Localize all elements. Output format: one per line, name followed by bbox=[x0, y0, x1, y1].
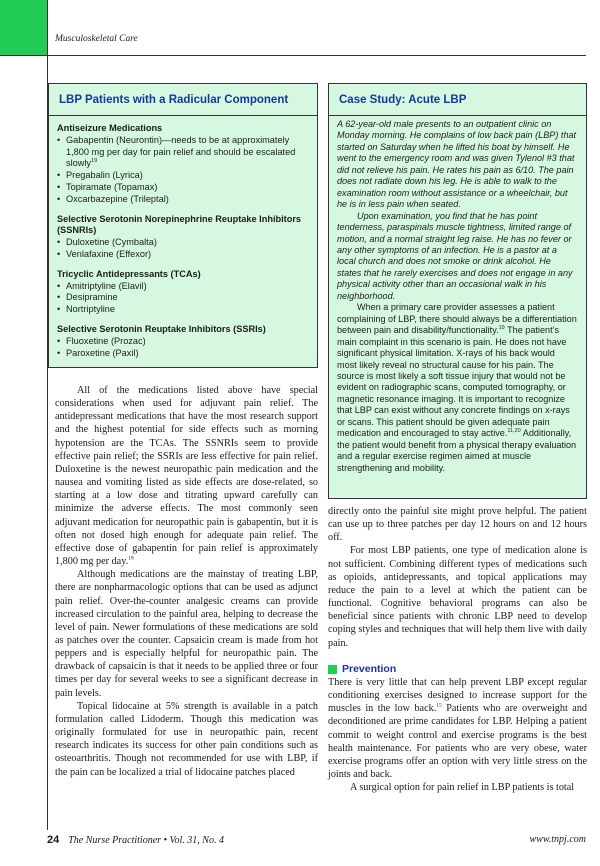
drug-item: • Nortriptyline bbox=[57, 304, 308, 316]
body-paragraph: Although medications are the mainstay of treating LBP, there are nonpharmacologic options that can be used as adjunct pain relief. Over-the-counter analgesic creams can provide increased circulation to the painful area, helping to decrease the level of pain. Newer formulations of these medications are sold as patches over the counter. Capsaicin cream is made from hot peppers and is especially helpful for neuropathic pain. The drawback of capsaicin is that it needs to be applied three or four times per day for several weeks to see a significant decrease in pain levels. bbox=[55, 569, 318, 699]
case-discussion bbox=[337, 302, 577, 474]
drug-group-title: Antiseizure Medications bbox=[57, 123, 163, 133]
drug-item: • Topiramate (Topamax) bbox=[57, 182, 308, 194]
drug-group bbox=[57, 269, 308, 316]
body-text: All of the medications listed above have special considerations when used for adjuvant pain relief. The antidepressant medications that have the most research support and the highest potential for side effects such as morning hypotension are the TCAs. The SSNRIs seem to provide effective pain relief; the SSRIs are less effective for pain relief. Duloxetine is the newest neuropathic pain medication and the nausea and vomiting listed as side effects are dose-related, so starting at a low dose and titrating upward carefully can minimize the adverse effects. The most commonly seen adjuvant medication for neuropathic pain is gabapentin, but it is often not dosed high enough for adequate pain relief. The effective dose of gabapentin for pain relief is approximately 1,800 mg per day. bbox=[55, 385, 318, 568]
heading-square-icon bbox=[328, 665, 337, 674]
reference-number: 18 bbox=[128, 555, 134, 562]
drug-group bbox=[57, 214, 308, 261]
drug-item: • Pregabalin (Lyrica) bbox=[57, 170, 308, 182]
reference-number: 15 bbox=[436, 702, 442, 709]
prevention-heading bbox=[328, 663, 587, 676]
drug-group bbox=[57, 324, 308, 359]
case-text: Additionally, the patient would benefit from a physical therapy evaluation and a regular exercise regimen aimed at muscle strengthening and mobility. bbox=[337, 428, 577, 473]
drug-item: • Oxcarbazepine (Trileptal) bbox=[57, 194, 308, 206]
body-paragraph: directly onto the painful site might prove helpful. The patient can use up to three patches per day 12 hours on and 12 hours off. bbox=[328, 506, 587, 544]
body-column-right bbox=[328, 505, 587, 794]
radicular-box-body bbox=[49, 116, 317, 359]
drug-group bbox=[57, 123, 308, 206]
radicular-box-title: LBP Patients with a Radicular Component bbox=[49, 84, 317, 116]
website-link[interactable]: www.tnpj.com bbox=[529, 834, 586, 845]
body-text: There is very little that can help prevent LBP except regular conditioning exercises designed to increase support for the muscles in the low back. bbox=[328, 676, 587, 715]
case-paragraph: A 62-year-old male presents to an outpatient clinic on Monday morning. He complains of low back pain (LBP) that started on Saturday when he lifted his boat by himself. He went to the emergency room and was given Tylenol #3 that did not relieve his pain. He rates his pain as 6/10. The pain does not radiate down his leg. He is able to walk to the examination room without assistance or a wheelchair, but he is in less pain when seated. bbox=[337, 119, 577, 210]
reference-number: 19 bbox=[498, 325, 505, 332]
case-paragraph: Upon examination, you find that he has point tenderness, paraspinals muscle tightness, limited range of motion, and a normal straight leg raise. He has no fever or any other symptoms of an infection. He is a pastor at a local church and does not smoke or drink alcohol. He states that he rarely exercises and does not engage in any physical activity other than an occasional walk in his neighborhood. bbox=[337, 210, 573, 301]
drug-item: • Fluoxetine (Prozac) bbox=[57, 336, 308, 348]
body-paragraph: Topical lidocaine at 5% strength is available in a patch formulation called Lidoderm. Though this medication was originally formulated for use in neuropathic pain, recent research indicates its success for other pain conditions such as osteoarthritis. Though not recommended for use with LBP, if the pain can be localized a trial of lidocaine patches placed bbox=[55, 700, 318, 778]
prevention-heading-text: Prevention bbox=[342, 662, 397, 675]
drug-item: • Amitriptyline (Elavil) bbox=[57, 281, 308, 293]
reference-number: 11,20 bbox=[507, 428, 521, 435]
reference-number: 19 bbox=[91, 158, 98, 165]
section-title: Musculoskeletal Care bbox=[55, 34, 138, 44]
case-study-body bbox=[329, 116, 586, 474]
drug-item: • Venlafaxine (Effexor) bbox=[57, 249, 308, 261]
body-paragraph: For most LBP patients, one type of medication alone is not sufficient. Combining different types of medications such as opioids, antidepressants, and topical applications may reduce the pain to a level at which the patient can be functional. Cognitive behavioral programs can also be beneficial since patients with chronic LBP need to develop coping styles and techniques that will help them live with daily pain. bbox=[328, 545, 587, 649]
drug-item: • Desipramine bbox=[57, 292, 308, 304]
header-rule bbox=[0, 55, 586, 56]
page-number: 24 bbox=[47, 834, 60, 846]
body-column-left bbox=[55, 384, 318, 779]
drug-item bbox=[57, 135, 308, 170]
drug-item-text: Gabapentin (Neurontin)—needs to be at approximately 1,800 mg per day for pain relief and should be escalated slowly bbox=[66, 134, 296, 169]
body-paragraph: A surgical option for pain relief in LBP patients is total bbox=[350, 782, 575, 794]
body-paragraph bbox=[328, 676, 587, 781]
case-study-title: Case Study: Acute LBP bbox=[329, 84, 586, 116]
case-text: The patient’s main complaint in this scenario is pain. He does not have significant physical limitation. X-rays of his back would most likely reveal no structural cause for his pain. The source is most likely a soft tissue injury that would not be evident on radiographic scans, computed tomography, or magnetic resonance imaging. It is important to recognize that LBP can exist without any concrete findings on x-rays or scans. This patient should be given adequate pain medication and encouraged to stay active. bbox=[337, 325, 570, 439]
drug-group-title: Selective Serotonin Reuptake Inhibitors (SSRIs) bbox=[57, 323, 266, 334]
drug-group-title: Tricyclic Antidepressants (TCAs) bbox=[57, 268, 201, 279]
body-text: Patients who are overweight and deconditioned are prime candidates for LBP. Helping a patient commit to weight control and exercise programs is the best health maintenance. For patients who are very obese, water exercise programs offer an option with very little stress on the joints and back. bbox=[328, 703, 588, 780]
case-study-box bbox=[328, 83, 587, 499]
drug-group-title: Selective Serotonin Norepinephrine Reuptake Inhibitors (SSNRIs) bbox=[57, 213, 302, 236]
case-text: When a primary care provider assesses a patient complaining of LBP, there should always be a differentiation between pain and disability/functionality. bbox=[337, 302, 577, 336]
section-color-tab bbox=[0, 0, 47, 55]
footer-left bbox=[47, 834, 224, 846]
radicular-component-box bbox=[48, 83, 318, 368]
body-paragraph bbox=[55, 384, 318, 568]
journal-citation: The Nurse Practitioner • Vol. 31, No. 4 bbox=[68, 835, 224, 846]
drug-item: • Duloxetine (Cymbalta) bbox=[57, 237, 308, 249]
drug-item: • Paroxetine (Paxil) bbox=[57, 348, 308, 360]
